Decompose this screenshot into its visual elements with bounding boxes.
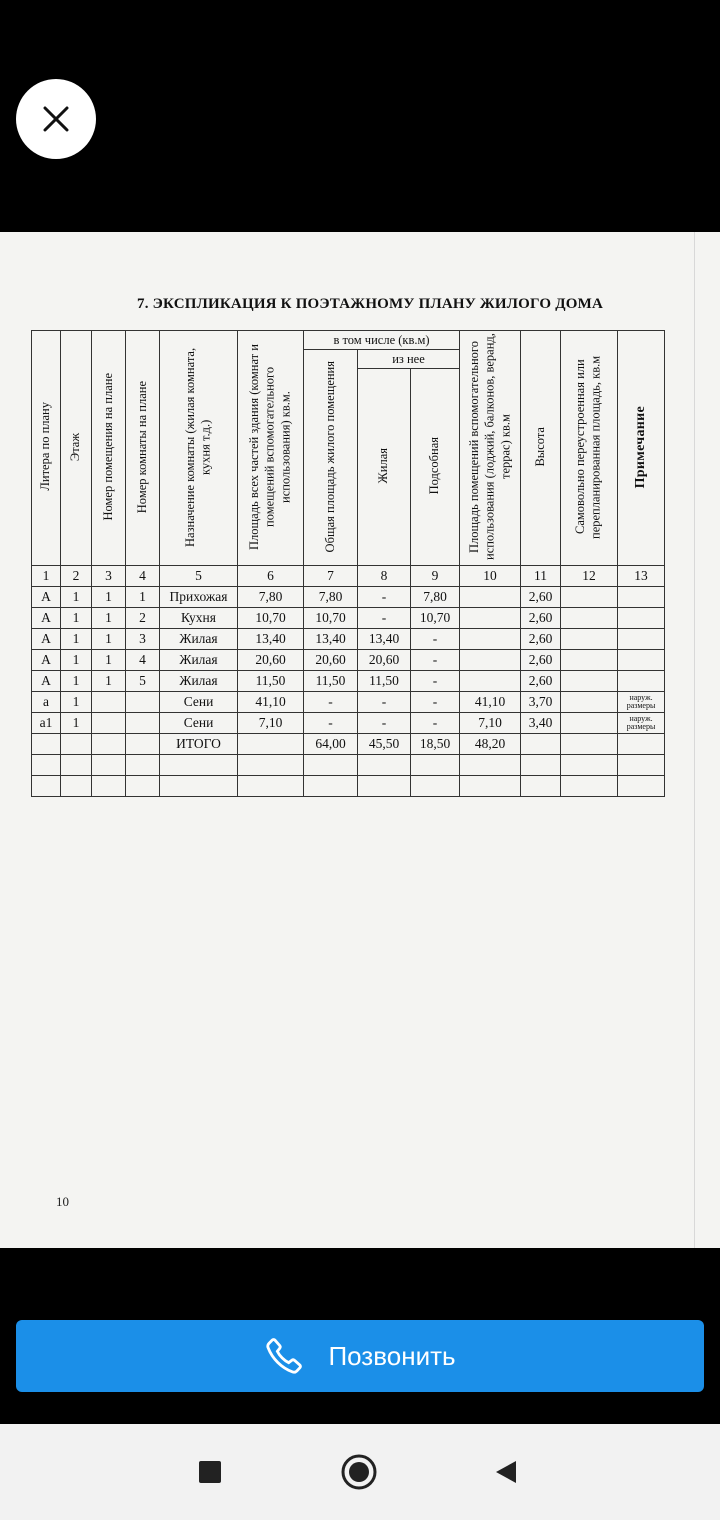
table-cell: А — [32, 587, 61, 608]
header-cell: Самовольно переустроенная или перепланированная площадь, кв.м — [561, 331, 618, 566]
table-cell — [618, 734, 665, 755]
table-cell: 1 — [92, 650, 126, 671]
table-cell: 10,70 — [304, 608, 358, 629]
circle-icon — [340, 1453, 378, 1491]
header-cell: Жилая — [358, 369, 411, 566]
header-cell: Этаж — [61, 331, 92, 566]
table-row — [32, 713, 665, 734]
table-row — [32, 776, 665, 797]
table-cell — [618, 587, 665, 608]
table-cell: 45,50 — [358, 734, 411, 755]
table-cell: 11,50 — [238, 671, 304, 692]
table-cell — [460, 629, 521, 650]
table-cell: 1 — [92, 587, 126, 608]
table-cell — [411, 776, 460, 797]
table-cell: - — [358, 692, 411, 713]
table-cell — [561, 671, 618, 692]
table-cell: 20,60 — [304, 650, 358, 671]
table-cell — [92, 776, 126, 797]
table-cell: - — [411, 671, 460, 692]
table-cell — [460, 587, 521, 608]
column-number: 1 — [32, 566, 61, 587]
table-cell: 10,70 — [238, 608, 304, 629]
table-row — [32, 608, 665, 629]
table-cell — [460, 650, 521, 671]
table-cell: Сени — [160, 713, 238, 734]
table-cell — [238, 755, 304, 776]
table-cell: - — [411, 650, 460, 671]
header-cell: Литера по плану — [32, 331, 61, 566]
table-cell: 7,80 — [411, 587, 460, 608]
close-button[interactable] — [16, 79, 96, 159]
table-cell: 1 — [92, 608, 126, 629]
column-number: 3 — [92, 566, 126, 587]
table-cell — [618, 608, 665, 629]
table-cell — [618, 650, 665, 671]
table-cell — [460, 755, 521, 776]
table-cell: 48,20 — [460, 734, 521, 755]
table-cell: 1 — [92, 629, 126, 650]
table-cell — [92, 692, 126, 713]
document-title: 7. ЭКСПЛИКАЦИЯ К ПОЭТАЖНОМУ ПЛАНУ ЖИЛОГО ДОМА — [137, 296, 603, 312]
back-button[interactable] — [486, 1452, 526, 1492]
table-cell: - — [358, 587, 411, 608]
header-cell: Назначение комнаты (жилая комната, кухня т.д.) — [160, 331, 238, 566]
table-cell — [561, 692, 618, 713]
table-cell — [126, 734, 160, 755]
table-cell: 5 — [126, 671, 160, 692]
table-cell — [92, 734, 126, 755]
table-cell — [32, 755, 61, 776]
column-number: 10 — [460, 566, 521, 587]
table-cell: Кухня — [160, 608, 238, 629]
table-cell: Жилая — [160, 650, 238, 671]
column-number: 6 — [238, 566, 304, 587]
table-cell: 1 — [61, 713, 92, 734]
table-cell — [358, 755, 411, 776]
table-cell — [561, 608, 618, 629]
column-number: 9 — [411, 566, 460, 587]
column-number: 12 — [561, 566, 618, 587]
document-image — [0, 232, 720, 1248]
table-cell: 2,60 — [521, 608, 561, 629]
table-cell: 11,50 — [304, 671, 358, 692]
phone-icon — [264, 1336, 304, 1376]
table-cell: 1 — [92, 671, 126, 692]
table-cell: 2,60 — [521, 587, 561, 608]
header-cell-note: Примечание — [618, 331, 665, 566]
table-cell — [92, 713, 126, 734]
page-edge — [694, 232, 695, 1248]
table-cell — [561, 629, 618, 650]
header-cell: Номер помещения на плане — [92, 331, 126, 566]
column-number: 5 — [160, 566, 238, 587]
table-cell — [160, 755, 238, 776]
table-cell: 7,80 — [238, 587, 304, 608]
table-cell — [126, 776, 160, 797]
table-cell: 3,70 — [521, 692, 561, 713]
table-row — [32, 671, 665, 692]
home-button[interactable] — [339, 1452, 379, 1492]
table-cell — [561, 713, 618, 734]
table-cell — [618, 671, 665, 692]
table-cell: Жилая — [160, 629, 238, 650]
square-icon — [199, 1461, 221, 1483]
column-number: 13 — [618, 566, 665, 587]
table-cell — [32, 734, 61, 755]
table-cell — [238, 776, 304, 797]
table-cell — [358, 776, 411, 797]
table-row — [32, 650, 665, 671]
table-cell: 1 — [61, 608, 92, 629]
table-cell: 41,10 — [460, 692, 521, 713]
header-group: в том числе (кв.м) — [304, 331, 460, 350]
header-cell: Площадь всех частей здания (комнат и помещений вспомогательного использования) кв.м. — [238, 331, 304, 566]
table-cell: 1 — [61, 587, 92, 608]
table-cell: - — [358, 608, 411, 629]
table-cell: 64,00 — [304, 734, 358, 755]
table-cell — [618, 776, 665, 797]
table-row — [32, 629, 665, 650]
table-cell — [521, 755, 561, 776]
table-cell — [561, 734, 618, 755]
table-row — [32, 587, 665, 608]
triangle-back-icon — [492, 1458, 520, 1486]
table-cell: 1 — [61, 692, 92, 713]
table-cell: 13,40 — [238, 629, 304, 650]
table-cell: 2,60 — [521, 629, 561, 650]
recents-button[interactable] — [190, 1452, 230, 1492]
table-cell: а — [32, 692, 61, 713]
table-cell: 20,60 — [358, 650, 411, 671]
system-navbar — [0, 1424, 720, 1520]
table-cell: - — [411, 713, 460, 734]
table-cell: - — [411, 692, 460, 713]
table-cell: 1 — [61, 671, 92, 692]
table-cell: 10,70 — [411, 608, 460, 629]
table-cell — [561, 755, 618, 776]
table-cell: Сени — [160, 692, 238, 713]
table-cell — [126, 755, 160, 776]
table-cell: А — [32, 608, 61, 629]
table-cell: 1 — [126, 587, 160, 608]
table-cell: 13,40 — [304, 629, 358, 650]
table-cell: ИТОГО — [160, 734, 238, 755]
explication-table — [31, 330, 665, 797]
table-cell: 2,60 — [521, 671, 561, 692]
table-cell: 1 — [61, 629, 92, 650]
header-cell: Площадь помещений вспомогательного использования (лоджий, балконов, веранд, террас) кв.м — [460, 331, 521, 566]
table-cell: Жилая — [160, 671, 238, 692]
table-cell: наруж. размеры — [618, 692, 665, 713]
header-cell: Номер комнаты на плане — [126, 331, 160, 566]
header-cell: Высота — [521, 331, 561, 566]
table-cell: 1 — [61, 650, 92, 671]
table-cell: А — [32, 671, 61, 692]
close-icon — [41, 104, 71, 134]
table-cell — [61, 734, 92, 755]
table-cell: А — [32, 650, 61, 671]
column-number: 7 — [304, 566, 358, 587]
table-cell: 2,60 — [521, 650, 561, 671]
header-cell: Подсобная — [411, 369, 460, 566]
table-cell — [460, 671, 521, 692]
column-number-row — [32, 566, 665, 587]
call-button[interactable] — [16, 1320, 704, 1392]
page-number: 10 — [56, 1194, 69, 1209]
table-cell: 3,40 — [521, 713, 561, 734]
table-row — [32, 755, 665, 776]
table-cell — [32, 776, 61, 797]
table-cell: 20,60 — [238, 650, 304, 671]
table-cell: - — [304, 692, 358, 713]
table-cell: - — [304, 713, 358, 734]
table-cell — [304, 776, 358, 797]
header-subgroup: из нее — [358, 350, 460, 369]
table-cell: 7,10 — [238, 713, 304, 734]
table-cell: 18,50 — [411, 734, 460, 755]
table-cell: - — [411, 629, 460, 650]
table-cell: Прихожая — [160, 587, 238, 608]
table-cell: 13,40 — [358, 629, 411, 650]
column-number: 2 — [61, 566, 92, 587]
table-cell: а1 — [32, 713, 61, 734]
table-cell — [561, 650, 618, 671]
table-cell: 7,10 — [460, 713, 521, 734]
table-cell — [521, 776, 561, 797]
table-cell — [92, 755, 126, 776]
table-cell: А — [32, 629, 61, 650]
column-number: 8 — [358, 566, 411, 587]
column-number: 11 — [521, 566, 561, 587]
table-cell — [618, 755, 665, 776]
table-cell: 11,50 — [358, 671, 411, 692]
call-button-label: Позвонить — [328, 1340, 456, 1371]
column-number: 4 — [126, 566, 160, 587]
table-cell — [126, 692, 160, 713]
table-cell — [238, 734, 304, 755]
table-cell: наруж. размеры — [618, 713, 665, 734]
table-cell — [304, 755, 358, 776]
table-row — [32, 734, 665, 755]
table-cell: 4 — [126, 650, 160, 671]
table-cell — [521, 734, 561, 755]
table-cell — [61, 776, 92, 797]
table-cell — [61, 755, 92, 776]
table-cell — [460, 776, 521, 797]
table-cell: 7,80 — [304, 587, 358, 608]
table-cell — [460, 608, 521, 629]
table-row — [32, 692, 665, 713]
table-cell — [561, 587, 618, 608]
table-cell: 2 — [126, 608, 160, 629]
table-cell — [561, 776, 618, 797]
table-cell — [126, 713, 160, 734]
table-cell: 41,10 — [238, 692, 304, 713]
header-cell: Общая площадь жилого помещения — [304, 350, 358, 566]
table-cell — [411, 755, 460, 776]
table-cell: 3 — [126, 629, 160, 650]
table-cell — [160, 776, 238, 797]
table-cell — [618, 629, 665, 650]
table-cell: - — [358, 713, 411, 734]
